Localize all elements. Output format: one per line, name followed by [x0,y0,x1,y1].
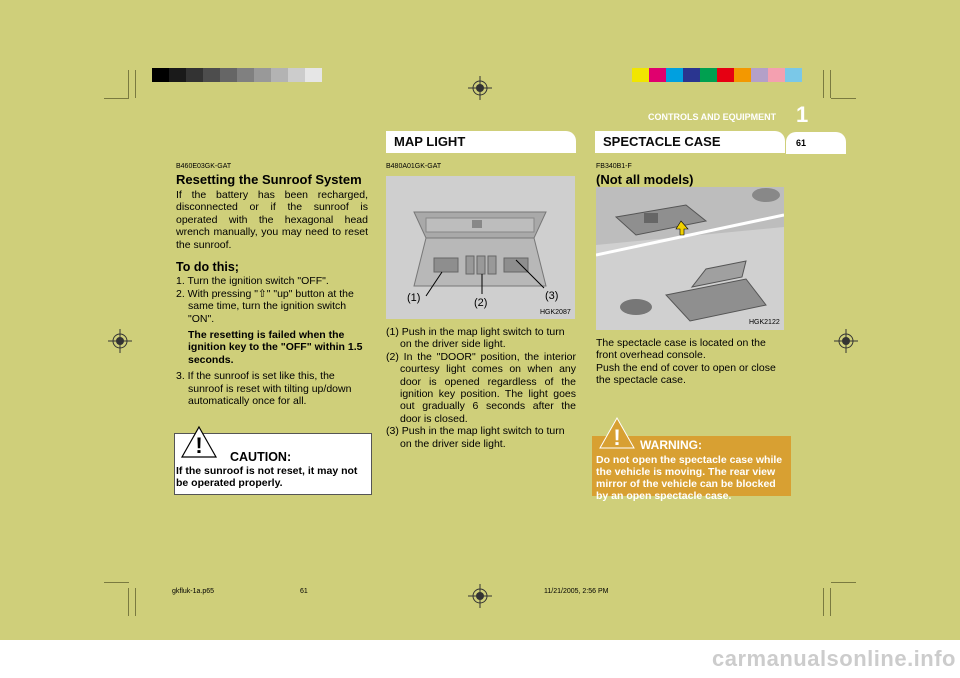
map-light-label-2: (2) [474,297,488,309]
sunroof-heading: Resetting the Sunroof System [176,172,362,187]
crop-mark [104,98,129,99]
sunroof-body [176,189,368,412]
page-number-tab [786,132,846,154]
svg-text:!: ! [195,433,203,458]
footer-page: 61 [300,588,308,595]
section-title: CONTROLS AND EQUIPMENT [648,112,777,122]
color-registration-bar [632,68,802,82]
spectacle-text-1: The spectacle case is located on the front overhead console. [596,337,766,362]
sunroof-step-1: 1. Turn the ignition switch "OFF". [176,275,329,288]
caution-triangle-icon [180,425,218,459]
sunroof-step-2: 2. With pressing "⇧" "up" button at the same time, turn the ignition switch "ON". [176,287,354,325]
crop-mark [831,98,856,99]
sunroof-note: The resetting is failed when the ignition key to the "OFF" within 1.5 seconds. [188,329,363,366]
registration-target-icon [108,329,132,353]
map-light-code: B480A01GK-GAT [386,163,442,170]
tab-spectacle-case: SPECTACLE CASE [595,131,785,153]
caution-text: If the sunroof is not reset, it may not be operated properly. [176,465,358,490]
crop-mark [823,588,824,616]
warning-title: WARNING: [640,438,702,452]
warning-triangle-icon [599,416,635,450]
crop-mark [831,582,856,583]
crop-mark [135,588,136,616]
spectacle-code: FB340B1-F [596,163,632,170]
crop-mark [823,70,824,98]
map-light-body [386,326,576,454]
watermark: carmanualsonline.info [712,646,956,671]
map-light-label-1: (1) [407,292,421,304]
footer-file: gkfluk-1a.p65 [172,588,215,595]
spectacle-figure [596,187,784,330]
spectacle-heading: (Not all models) [596,172,694,187]
svg-text:!: ! [613,425,621,450]
crop-mark [135,70,136,98]
section-number: 1 [796,102,809,127]
grayscale-registration-bar [152,68,322,82]
crop-mark [128,588,129,616]
map-light-item-2: (2) In the "DOOR" position, the interior courtesy light comes on when any door is opened regardless of the ignition key position. The light goes out gradually 6 seconds after the door is closed. [386,350,576,425]
footer-date: 11/21/2005, 2:56 PM [544,588,609,595]
spectacle-body [596,337,786,391]
crop-mark [104,582,129,583]
map-light-item-1: (1) Push in the map light switch to turn on the driver side light. [386,326,565,351]
registration-target-icon [834,329,858,353]
spectacle-text-2: Push the end of cover to open or close the spectacle case. [596,361,776,387]
spectacle-case-illustration [596,187,784,330]
map-light-label-3: (3) [545,290,559,302]
map-light-item-3: (3) Push in the map light switch to turn on the driver side light. [386,425,565,450]
crop-mark [830,588,831,616]
tab-map-light: MAP LIGHT [386,131,576,153]
spectacle-figure-code: HGK2122 [749,319,780,326]
registration-target-icon [468,76,492,100]
crop-mark [128,70,129,98]
map-light-figure-code: HGK2087 [540,309,571,316]
sunroof-step-3: 3. If the sunroof is set like this, the sunroof is reset with tilting up/down automatically once for all. [176,370,352,408]
crop-mark [830,70,831,98]
page-number: 61 [796,138,807,148]
sunroof-subheading: To do this; [176,260,239,275]
registration-target-icon [468,584,492,608]
sunroof-intro: If the battery has been recharged, disconnected or if the sunroof is operated with the hexagonal head wrench manually, you may need to reset the sunroof. [176,189,368,251]
warning-text: Do not open the spectacle case while the vehicle is moving. The rear view mirror of the vehicle can be blocked by an open spectacle case. [596,454,783,502]
caution-title: CAUTION: [230,450,292,464]
sunroof-code: B460E03GK-GAT [176,163,232,170]
